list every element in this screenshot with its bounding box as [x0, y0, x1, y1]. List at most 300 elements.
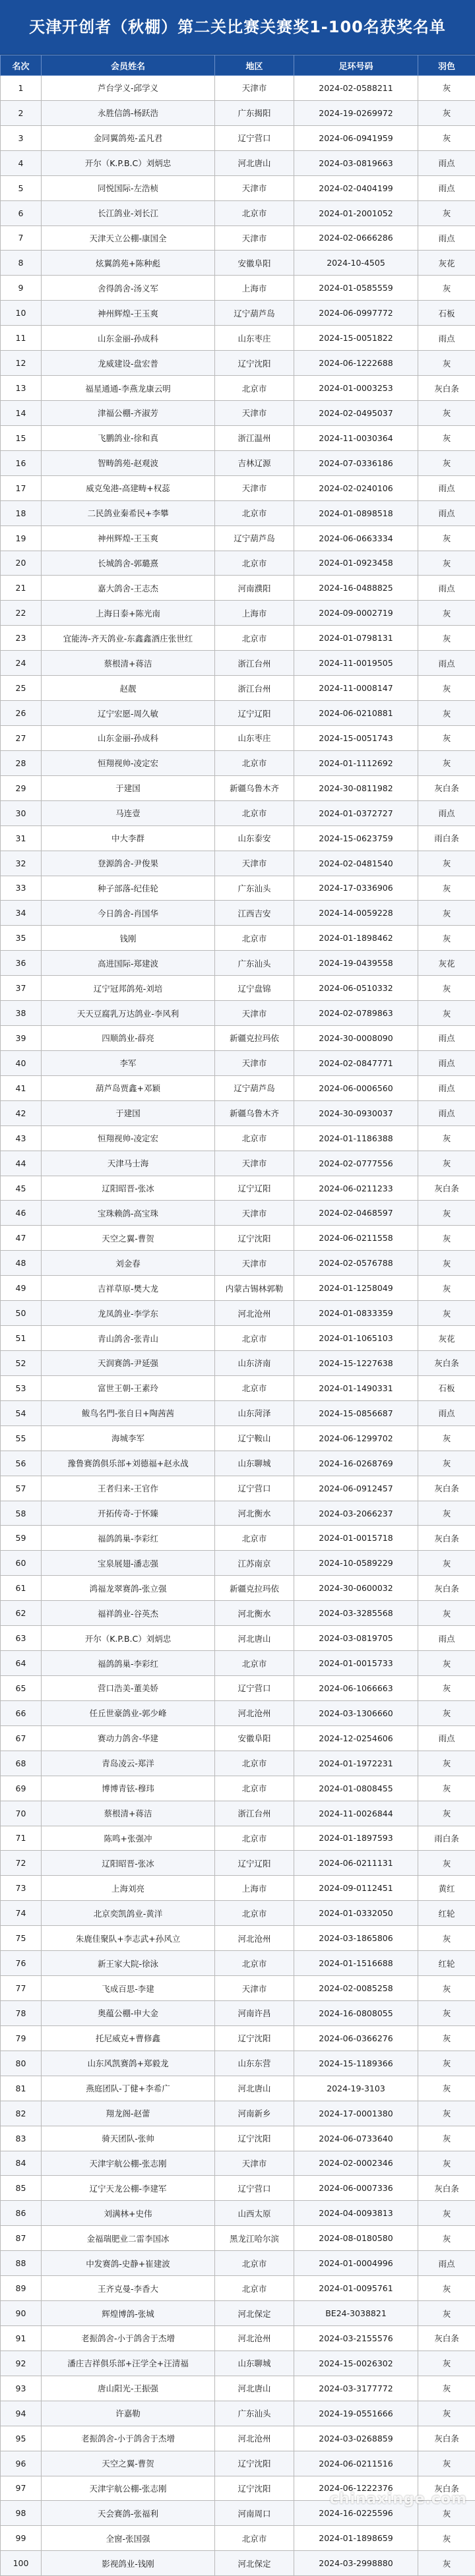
cell-color: 灰	[418, 551, 475, 576]
cell-region: 辽宁葫芦岛	[215, 301, 294, 326]
cell-region: 山东聊城	[215, 2351, 294, 2376]
cell-name: 骑天团队-张帅	[42, 2126, 215, 2151]
table-row	[1, 1351, 475, 1376]
cell-color: 雨点	[418, 175, 475, 200]
cell-name: 马连壹	[42, 800, 215, 825]
table-row	[1, 1301, 475, 1326]
table-row	[1, 1851, 475, 1876]
cell-name: 种子部落-纪佳轮	[42, 876, 215, 901]
table-row	[1, 1451, 475, 1476]
cell-name: 天会赛鸽-张福利	[42, 2501, 215, 2526]
cell-rank: 6	[1, 200, 42, 225]
cell-color: 雨点	[418, 2251, 475, 2276]
cell-rank: 19	[1, 525, 42, 551]
table-row	[1, 1700, 475, 1725]
table-row	[1, 725, 475, 750]
cell-ring: 2024-15-0026302	[294, 2351, 418, 2376]
cell-color: 灰	[418, 1151, 475, 1176]
cell-name: 今日鸽舍-肖国华	[42, 901, 215, 926]
cell-region: 上海市	[215, 601, 294, 626]
cell-color: 红轮	[418, 1951, 475, 1976]
header-ring: 足环号码	[294, 55, 418, 76]
cell-ring: 2024-16-0488825	[294, 576, 418, 601]
cell-region: 天津市	[215, 1201, 294, 1226]
cell-ring: 2024-01-0015718	[294, 1526, 418, 1551]
cell-rank: 36	[1, 951, 42, 976]
cell-name: 潘庄吉祥俱乐部+汪学全+汪清福	[42, 2351, 215, 2376]
cell-name: 恒翔视帅-凌定宏	[42, 1125, 215, 1151]
cell-rank: 37	[1, 976, 42, 1001]
cell-color: 灰	[418, 1676, 475, 1701]
cell-rank: 10	[1, 301, 42, 326]
cell-color: 灰白条	[418, 1176, 475, 1201]
cell-rank: 27	[1, 725, 42, 750]
cell-rank: 73	[1, 1876, 42, 1901]
cell-name: 舍得鸽舍-汤义军	[42, 276, 215, 301]
cell-name: 王齐克曼-李香大	[42, 2276, 215, 2301]
cell-name: 青山鸽舍-张青山	[42, 1326, 215, 1351]
cell-rank: 52	[1, 1351, 42, 1376]
table-row	[1, 2000, 475, 2025]
cell-ring: 2024-03-3285568	[294, 1601, 418, 1626]
cell-ring: 2024-02-0576788	[294, 1251, 418, 1276]
cell-ring: 2024-01-0898518	[294, 500, 418, 525]
table-row	[1, 1926, 475, 1951]
cell-ring: 2024-06-0211131	[294, 1851, 418, 1876]
cell-rank: 78	[1, 2000, 42, 2025]
cell-rank: 5	[1, 175, 42, 200]
cell-ring: 2024-15-0051822	[294, 326, 418, 351]
table-row	[1, 2176, 475, 2201]
cell-region: 吉林辽源	[215, 450, 294, 475]
table-row	[1, 1951, 475, 1976]
cell-name: 天津天立公棚-康国全	[42, 225, 215, 251]
cell-name: 金同翼鸽苑-孟凡君	[42, 125, 215, 150]
cell-region: 黑龙江哈尔滨	[215, 2226, 294, 2251]
cell-rank: 12	[1, 351, 42, 376]
cell-name: 老振鸽舍-小于鸽舍于杰增	[42, 2325, 215, 2351]
table-row	[1, 1476, 475, 1501]
cell-rank: 45	[1, 1176, 42, 1201]
cell-name: 天津宇航公棚-张志刚	[42, 2151, 215, 2176]
table-row	[1, 1326, 475, 1351]
cell-name: 宝泉展翅-潘志强	[42, 1551, 215, 1576]
cell-name: 龙凤鸽业-李学东	[42, 1301, 215, 1326]
cell-name: 于建国	[42, 1100, 215, 1125]
table-row	[1, 326, 475, 351]
cell-name: 山东风凯赛鸽+郑毅龙	[42, 2051, 215, 2076]
cell-rank: 97	[1, 2476, 42, 2501]
table-row	[1, 1100, 475, 1125]
cell-ring: 2024-06-0663334	[294, 525, 418, 551]
cell-color: 灰	[418, 676, 475, 701]
cell-color: 灰	[418, 1226, 475, 1251]
cell-region: 新疆乌鲁木齐	[215, 1100, 294, 1125]
cell-color: 灰	[418, 1501, 475, 1526]
cell-ring: 2024-10-4505	[294, 251, 418, 276]
cell-region: 山东枣庄	[215, 725, 294, 750]
cell-rank: 86	[1, 2201, 42, 2226]
cell-region: 北京市	[215, 500, 294, 525]
cell-ring: 2024-17-0336906	[294, 876, 418, 901]
cell-region: 河北唐山	[215, 2076, 294, 2101]
cell-rank: 15	[1, 425, 42, 450]
cell-ring: 2024-01-1972231	[294, 1751, 418, 1776]
cell-ring: 2024-06-0006560	[294, 1075, 418, 1100]
cell-name: 天津宇航公棚-张志刚	[42, 2476, 215, 2501]
cell-ring: 2024-30-0600032	[294, 1576, 418, 1601]
cell-color: 灰花	[418, 1326, 475, 1351]
table-row	[1, 1501, 475, 1526]
table-row	[1, 2076, 475, 2101]
cell-color: 灰白条	[418, 1576, 475, 1601]
cell-region: 河北唐山	[215, 1626, 294, 1651]
cell-color: 灰	[418, 125, 475, 150]
cell-name: 福鸽鸽巢-李彩红	[42, 1526, 215, 1551]
cell-region: 北京市	[215, 1125, 294, 1151]
cell-color: 雨点	[418, 150, 475, 175]
cell-region: 辽宁沈阳	[215, 2476, 294, 2501]
cell-ring: 2024-19-0269972	[294, 100, 418, 125]
cell-name: 威克兔港-高建畴+权蕊	[42, 475, 215, 500]
cell-region: 广东汕头	[215, 876, 294, 901]
table-row	[1, 951, 475, 976]
table-row	[1, 150, 475, 175]
cell-rank: 94	[1, 2401, 42, 2426]
cell-name: 辽宁宏愿-周久敏	[42, 701, 215, 726]
table-row	[1, 2101, 475, 2126]
cell-ring: 2024-01-1112692	[294, 750, 418, 775]
cell-ring: 2024-02-0789863	[294, 1001, 418, 1026]
cell-region: 江西吉安	[215, 901, 294, 926]
cell-region: 辽宁沈阳	[215, 351, 294, 376]
cell-name: 海城李军	[42, 1425, 215, 1451]
cell-ring: 2024-11-0019505	[294, 651, 418, 676]
cell-name: 中大李群	[42, 825, 215, 851]
cell-region: 河北保定	[215, 2301, 294, 2326]
cell-region: 辽宁盘锦	[215, 976, 294, 1001]
cell-name: 蔡根清+蒋洁	[42, 1801, 215, 1826]
cell-name: 嘉大鸽舍-王志杰	[42, 576, 215, 601]
cell-name: 上海刘亮	[42, 1876, 215, 1901]
cell-ring: 2024-01-1898462	[294, 926, 418, 951]
cell-name: 天润赛鸽-尹延强	[42, 1351, 215, 1376]
cell-rank: 62	[1, 1601, 42, 1626]
cell-name: 宜能涛-齐天鸽业-东鑫鑫酒庄张世红	[42, 626, 215, 651]
table-row	[1, 1776, 475, 1801]
cell-region: 北京市	[215, 800, 294, 825]
cell-ring: 2024-01-1186388	[294, 1125, 418, 1151]
cell-rank: 64	[1, 1651, 42, 1676]
cell-region: 北京市	[215, 2251, 294, 2276]
cell-rank: 31	[1, 825, 42, 851]
cell-region: 辽宁营口	[215, 125, 294, 150]
cell-rank: 32	[1, 851, 42, 876]
table-header-row	[1, 55, 475, 76]
table-row	[1, 1976, 475, 2001]
cell-name: 上海日泰+陈光南	[42, 601, 215, 626]
cell-color: 石板	[418, 301, 475, 326]
cell-color: 灰	[418, 2526, 475, 2551]
cell-rank: 43	[1, 1125, 42, 1151]
cell-name: 四顺鸽业-薛亮	[42, 1026, 215, 1051]
cell-ring: 2024-02-0085258	[294, 1976, 418, 2001]
cell-color: 灰花	[418, 251, 475, 276]
cell-region: 天津市	[215, 400, 294, 425]
cell-ring: 2024-03-2066237	[294, 1501, 418, 1526]
cell-name: 青岛凌云-郑洋	[42, 1751, 215, 1776]
cell-ring: 2024-09-0112451	[294, 1876, 418, 1901]
cell-rank: 80	[1, 2051, 42, 2076]
cell-rank: 33	[1, 876, 42, 901]
cell-ring: 2024-01-0095761	[294, 2276, 418, 2301]
cell-name: 托尼威克+曹修鑫	[42, 2025, 215, 2051]
cell-name: 神州辉煌-王玉爽	[42, 301, 215, 326]
cell-region: 河北唐山	[215, 2376, 294, 2401]
cell-name: 任丘世豪鸽业-郭少峰	[42, 1700, 215, 1725]
cell-ring: 2024-01-2001052	[294, 200, 418, 225]
cell-ring: 2024-12-0254606	[294, 1725, 418, 1751]
table-body	[1, 76, 475, 2576]
table-row	[1, 1601, 475, 1626]
cell-region: 辽宁辽阳	[215, 701, 294, 726]
cell-color: 灰	[418, 976, 475, 1001]
cell-color: 雨白条	[418, 825, 475, 851]
cell-color: 灰白条	[418, 1351, 475, 1376]
cell-color: 灰	[418, 2051, 475, 2076]
cell-color: 灰白条	[418, 775, 475, 800]
cell-rank: 95	[1, 2426, 42, 2451]
cell-name: 神州辉煌-王玉爽	[42, 525, 215, 551]
cell-color: 雨点	[418, 1725, 475, 1751]
cell-region: 山东聊城	[215, 1451, 294, 1476]
cell-ring: 2024-06-0912457	[294, 1476, 418, 1501]
cell-color: 灰	[418, 2025, 475, 2051]
cell-region: 河北沧州	[215, 2426, 294, 2451]
cell-rank: 42	[1, 1100, 42, 1125]
cell-ring: 2024-03-1306660	[294, 1700, 418, 1725]
cell-color: 石板	[418, 1375, 475, 1400]
cell-ring: 2024-15-0623759	[294, 825, 418, 851]
cell-name: 鲅鸟名門-张自日+陶茜茜	[42, 1400, 215, 1425]
cell-region: 安徽阜阳	[215, 1725, 294, 1751]
cell-name: 博博青铉-穆玮	[42, 1776, 215, 1801]
cell-region: 广东揭阳	[215, 100, 294, 125]
cell-region: 北京市	[215, 1826, 294, 1851]
cell-ring: 2024-06-0366276	[294, 2025, 418, 2051]
cell-region: 山西太原	[215, 2201, 294, 2226]
cell-region: 河北沧州	[215, 2325, 294, 2351]
cell-color: 灰	[418, 1551, 475, 1576]
cell-rank: 81	[1, 2076, 42, 2101]
cell-name: 于建国	[42, 775, 215, 800]
cell-region: 天津市	[215, 1151, 294, 1176]
table-row	[1, 251, 475, 276]
cell-name: 燕庭团队-丁健+李希广	[42, 2076, 215, 2101]
cell-color: 灰	[418, 2126, 475, 2151]
cell-color: 灰	[418, 525, 475, 551]
table-row	[1, 976, 475, 1001]
cell-color: 灰	[418, 2376, 475, 2401]
cell-ring: 2024-11-0008147	[294, 676, 418, 701]
cell-region: 浙江台州	[215, 1801, 294, 1826]
cell-region: 辽宁辽阳	[215, 1851, 294, 1876]
table-row	[1, 2051, 475, 2076]
cell-rank: 100	[1, 2551, 42, 2576]
table-row	[1, 651, 475, 676]
cell-ring: 2024-02-0002346	[294, 2151, 418, 2176]
cell-name: 开拓传奇-于怀臻	[42, 1501, 215, 1526]
cell-name: 福星通通-李燕龙康云明	[42, 376, 215, 401]
cell-region: 上海市	[215, 276, 294, 301]
cell-color: 雨点	[418, 1100, 475, 1125]
cell-ring: 2024-06-0997772	[294, 301, 418, 326]
cell-name: 豫鲁赛鸽俱乐部+刘德福+赵永战	[42, 1451, 215, 1476]
cell-ring: 2024-06-0211558	[294, 1226, 418, 1251]
cell-ring: 2024-06-1299702	[294, 1425, 418, 1451]
cell-region: 北京市	[215, 1751, 294, 1776]
cell-ring: 2024-03-0819663	[294, 150, 418, 175]
cell-rank: 90	[1, 2301, 42, 2326]
cell-rank: 79	[1, 2025, 42, 2051]
cell-name: 辉煌博鸽-张城	[42, 2301, 215, 2326]
cell-color: 雨点	[418, 1075, 475, 1100]
cell-rank: 34	[1, 901, 42, 926]
cell-ring: 2024-06-0941959	[294, 125, 418, 150]
table-row	[1, 2401, 475, 2426]
table-row	[1, 2351, 475, 2376]
cell-name: 许嘉勒	[42, 2401, 215, 2426]
table-row	[1, 450, 475, 475]
table-row	[1, 1176, 475, 1201]
table-row	[1, 676, 475, 701]
cell-color: 灰	[418, 425, 475, 450]
table-row	[1, 2226, 475, 2251]
cell-name: 山东金丽-孙成科	[42, 326, 215, 351]
cell-color: 灰	[418, 2000, 475, 2025]
cell-region: 山东济南	[215, 1351, 294, 1376]
table-row	[1, 2025, 475, 2051]
cell-ring: 2024-16-0268769	[294, 1451, 418, 1476]
table-row	[1, 2551, 475, 2576]
cell-region: 河北保定	[215, 2551, 294, 2576]
cell-region: 天津市	[215, 1001, 294, 1026]
table-row	[1, 1075, 475, 1100]
cell-name: 龙威建设-盘宏普	[42, 351, 215, 376]
table-row	[1, 376, 475, 401]
cell-region: 山东枣庄	[215, 326, 294, 351]
cell-region: 辽宁葫芦岛	[215, 525, 294, 551]
table-row	[1, 2126, 475, 2151]
cell-color: 灰	[418, 1976, 475, 2001]
table-row	[1, 200, 475, 225]
cell-name: 鸿福龙翠赛鸽-张立强	[42, 1576, 215, 1601]
cell-color: 灰	[418, 1001, 475, 1026]
cell-name: 辽阳昭晋-张冰	[42, 1176, 215, 1201]
table-row	[1, 750, 475, 775]
cell-region: 山东东营	[215, 2051, 294, 2076]
cell-rank: 89	[1, 2276, 42, 2301]
cell-region: 北京市	[215, 750, 294, 775]
cell-rank: 66	[1, 1700, 42, 1725]
header-name: 会员姓名	[42, 55, 215, 76]
cell-ring: 2024-02-0588211	[294, 76, 418, 101]
cell-color: 黄红	[418, 1876, 475, 1901]
table-row	[1, 800, 475, 825]
cell-name: 天津马士海	[42, 1151, 215, 1176]
cell-rank: 51	[1, 1326, 42, 1351]
cell-rank: 22	[1, 601, 42, 626]
cell-name: 登源鸽舍-尹俊果	[42, 851, 215, 876]
cell-color: 灰	[418, 276, 475, 301]
cell-name: 全窗-张国强	[42, 2526, 215, 2551]
cell-region: 北京市	[215, 1776, 294, 1801]
table-row	[1, 2451, 475, 2476]
cell-name: 翔龙阁-赵蕾	[42, 2101, 215, 2126]
cell-rank: 55	[1, 1425, 42, 1451]
cell-color: 灰	[418, 1301, 475, 1326]
cell-rank: 76	[1, 1951, 42, 1976]
cell-ring: 2024-03-2998880	[294, 2551, 418, 2576]
cell-region: 河南周口	[215, 2501, 294, 2526]
cell-rank: 63	[1, 1626, 42, 1651]
cell-rank: 91	[1, 2325, 42, 2351]
cell-rank: 60	[1, 1551, 42, 1576]
cell-ring: 2024-01-0808455	[294, 1776, 418, 1801]
table-row	[1, 1801, 475, 1826]
cell-ring: 2024-01-1897593	[294, 1826, 418, 1851]
cell-region: 辽宁葫芦岛	[215, 1075, 294, 1100]
cell-color: 灰	[418, 1751, 475, 1776]
cell-rank: 61	[1, 1576, 42, 1601]
cell-ring: 2024-01-1898659	[294, 2526, 418, 2551]
cell-name: 二民鸽业秦希民+李攀	[42, 500, 215, 525]
cell-rank: 39	[1, 1026, 42, 1051]
cell-rank: 93	[1, 2376, 42, 2401]
cell-ring: 2024-06-1066663	[294, 1676, 418, 1701]
page-title: 天津开创者（秋棚）第二关比赛关赛奖1-100名获奖名单	[0, 0, 475, 55]
cell-rank: 75	[1, 1926, 42, 1951]
cell-region: 北京市	[215, 2276, 294, 2301]
cell-region: 浙江台州	[215, 651, 294, 676]
cell-region: 北京市	[215, 200, 294, 225]
table-row	[1, 125, 475, 150]
cell-color: 灰	[418, 701, 475, 726]
cell-rank: 1	[1, 76, 42, 101]
cell-ring: 2024-06-0211516	[294, 2451, 418, 2476]
cell-region: 辽宁沈阳	[215, 2451, 294, 2476]
table-row	[1, 2151, 475, 2176]
cell-name: 炫翼鸽苑+陈种彪	[42, 251, 215, 276]
cell-rank: 77	[1, 1976, 42, 2001]
cell-color: 灰	[418, 876, 475, 901]
watermark-text: chinaxinge.com	[330, 2491, 467, 2507]
cell-ring: 2024-01-1490331	[294, 1375, 418, 1400]
cell-region: 北京市	[215, 1326, 294, 1351]
cell-name: 赛动力鸽舍-华建	[42, 1725, 215, 1751]
cell-region: 安徽阜阳	[215, 251, 294, 276]
cell-ring: 2024-11-0030364	[294, 425, 418, 450]
table-row	[1, 601, 475, 626]
cell-name: 营口浩美-董美娇	[42, 1676, 215, 1701]
cell-color: 灰	[418, 2401, 475, 2426]
cell-region: 上海市	[215, 1876, 294, 1901]
cell-region: 河北沧州	[215, 1700, 294, 1725]
cell-name: 王者归来-王官作	[42, 1476, 215, 1501]
table-row	[1, 1651, 475, 1676]
cell-region: 辽宁营口	[215, 2176, 294, 2201]
cell-name: 高进国际-郑建波	[42, 951, 215, 976]
